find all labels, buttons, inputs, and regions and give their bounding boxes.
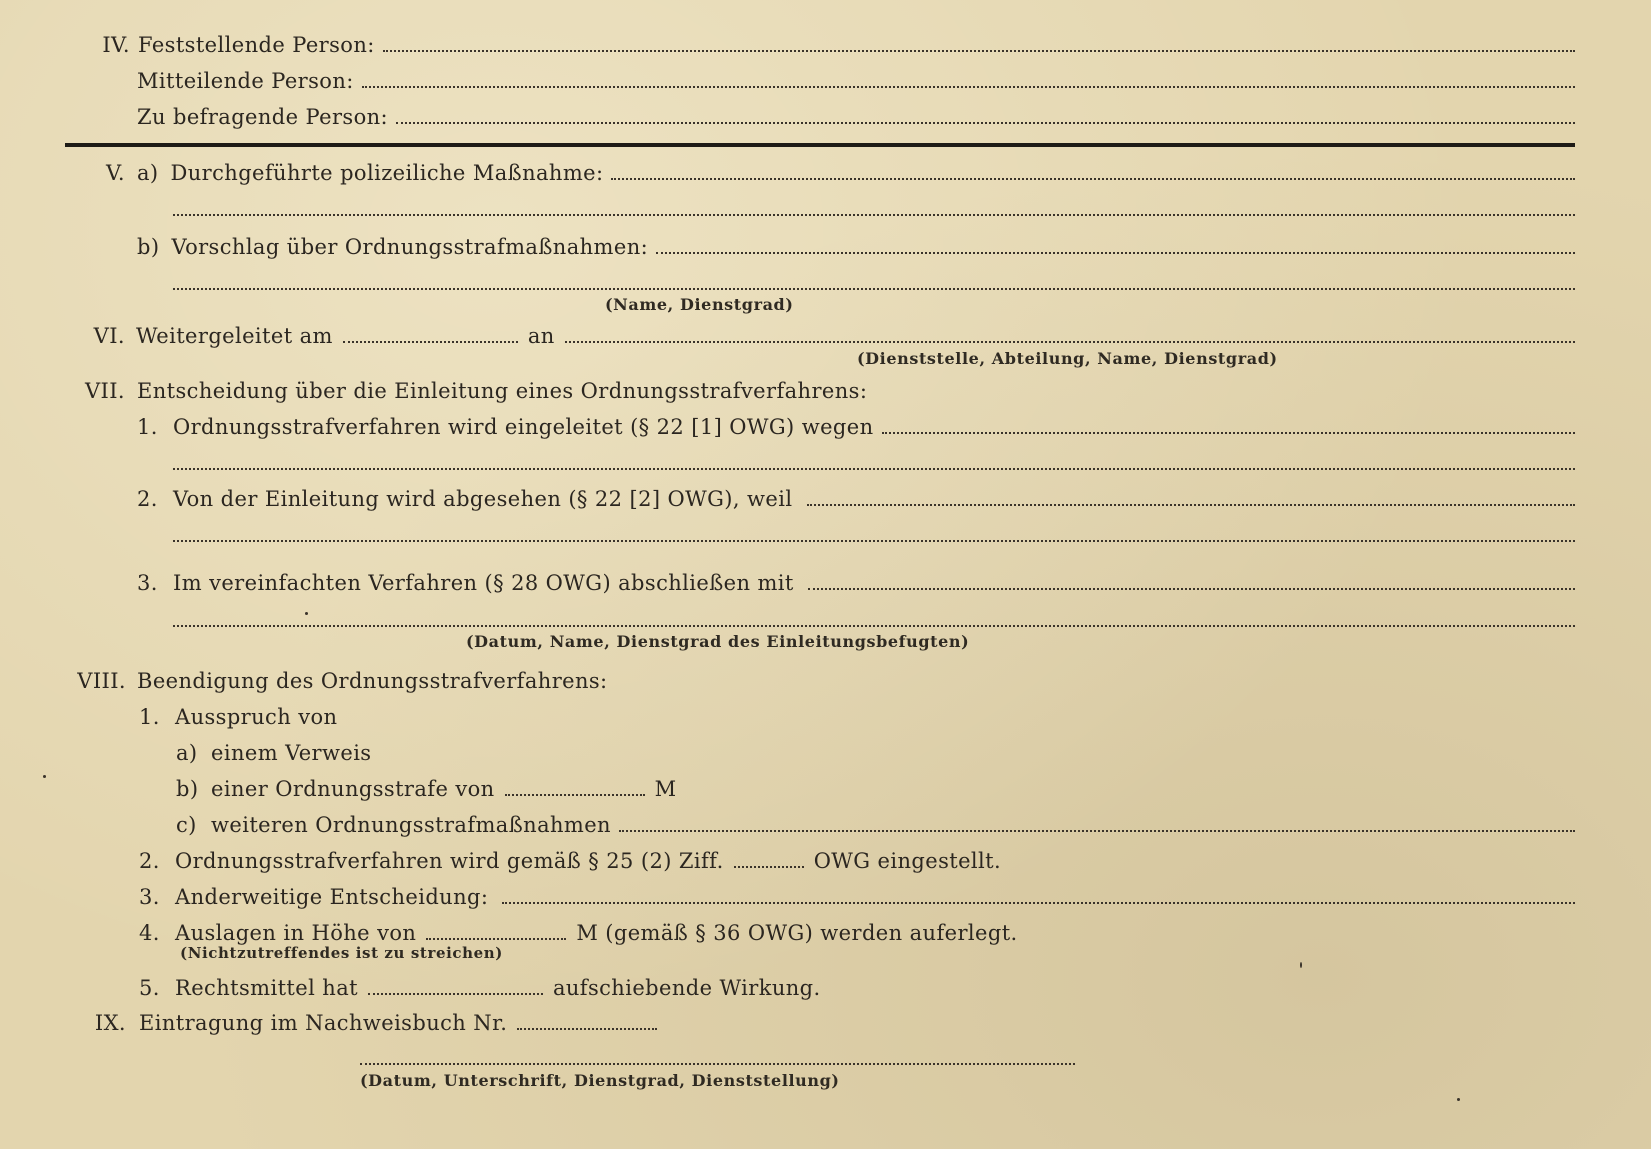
section-ix-numeral: IX. <box>94 1011 126 1035</box>
row-auslagen <box>139 920 1575 946</box>
anderweitige-entscheidung-field[interactable] <box>502 902 1575 904</box>
row-section-vii-heading <box>80 378 1575 404</box>
row-mitteilende-person <box>137 68 1575 94</box>
massnahme-field-line-2[interactable] <box>173 214 1575 216</box>
paper-speck <box>43 775 46 778</box>
abgesehen-label: Von der Einleitung wird abgesehen (§ 22 [2] OWG), weil <box>173 487 793 511</box>
vii-item-3-number: 3. <box>137 571 158 595</box>
section-viii-numeral: VIII. <box>77 669 126 693</box>
row-eingestellt <box>139 848 1575 874</box>
row-rechtsmittel <box>139 975 1575 1001</box>
ordnungsstrafe-label: einer Ordnungsstrafe von <box>211 777 495 801</box>
row-abgesehen <box>137 486 1575 512</box>
ordnungsstrafe-unit: M <box>654 777 677 801</box>
nichtzutreffendes-caption: (Nichtzutreffendes ist zu streichen) <box>180 944 503 962</box>
feststellende-person-label: Feststellende Person: <box>138 33 375 57</box>
weitergeleitet-label: Weitergeleitet am <box>136 324 333 348</box>
row-nachweisbuch <box>80 1010 1575 1036</box>
vorschlag-label: Vorschlag über Ordnungsstrafmaßnahmen: <box>171 235 649 259</box>
massnahme-label: Durchgeführte polizeiliche Maßnahme: <box>170 161 604 185</box>
mitteilende-person-field[interactable] <box>362 86 1575 88</box>
rechtsmittel-label: Rechtsmittel hat <box>175 976 358 1000</box>
name-dienstgrad-caption: (Name, Dienstgrad) <box>605 295 794 314</box>
feststellende-person-field[interactable] <box>383 50 1575 52</box>
section-v-b-marker: b) <box>137 235 160 259</box>
weitergeleitet-date-field[interactable] <box>343 341 518 343</box>
nachweisbuch-label: Eintragung im Nachweisbuch Nr. <box>139 1011 508 1035</box>
abgesehen-field-line-2[interactable] <box>173 540 1575 542</box>
vereinfacht-label: Im vereinfachten Verfahren (§ 28 OWG) abschließen mit <box>173 571 794 595</box>
ausspruch-label: Ausspruch von <box>175 705 338 729</box>
an-label: an <box>527 324 555 348</box>
row-weitere-massnahmen <box>176 812 1575 838</box>
unterschrift-caption: (Datum, Unterschrift, Dienstgrad, Dienststellung) <box>360 1071 840 1090</box>
viii-item-3-number: 3. <box>139 885 160 909</box>
auslagen-label: Auslagen in Höhe von <box>175 921 417 945</box>
mitteilende-person-label: Mitteilende Person: <box>137 69 354 93</box>
rechtsmittel-suffix: aufschiebende Wirkung. <box>552 976 821 1000</box>
viii-item-2-number: 2. <box>139 849 160 873</box>
paper-speck <box>1457 1098 1460 1101</box>
viii-a-marker: a) <box>176 741 198 765</box>
massnahme-field[interactable] <box>611 178 1575 180</box>
eingestellt-label: Ordnungsstrafverfahren wird gemäß § 25 (2) Ziff. <box>175 849 724 873</box>
zu-befragende-person-label: Zu befragende Person: <box>137 105 389 129</box>
ziffer-field[interactable] <box>734 866 804 868</box>
section-vii-numeral: VII. <box>84 379 125 403</box>
einleitungsbefugter-caption: (Datum, Name, Dienstgrad des Einleitungsbefugten) <box>466 632 970 651</box>
row-feststellende-person <box>80 32 1575 58</box>
vii-item-2-number: 2. <box>137 487 158 511</box>
rechtsmittel-field[interactable] <box>368 993 543 995</box>
weitergeleitet-an-field[interactable] <box>565 341 1575 343</box>
dienststelle-caption: (Dienststelle, Abteilung, Name, Dienstgrad) <box>857 349 1278 368</box>
row-ausspruch <box>139 704 1575 730</box>
verweis-label: einem Verweis <box>211 741 372 765</box>
row-anderweitige-entscheidung <box>139 884 1575 910</box>
row-ordnungsstrafe <box>176 776 1575 802</box>
anderweitige-entscheidung-label: Anderweitige Entscheidung: <box>175 885 489 909</box>
zu-befragende-person-field[interactable] <box>396 122 1575 124</box>
vereinfacht-field-line-2[interactable] <box>173 625 1575 627</box>
weitere-massnahmen-label: weiteren Ordnungsstrafmaßnahmen <box>211 813 611 837</box>
viii-item-5-number: 5. <box>139 976 160 1000</box>
auslagen-suffix: M (gemäß § 36 OWG) werden auferlegt. <box>576 921 1018 945</box>
row-weitergeleitet <box>80 323 1575 349</box>
nachweisbuch-nr-field[interactable] <box>517 1028 657 1030</box>
row-zu-befragende-person <box>137 104 1575 130</box>
weitere-massnahmen-field[interactable] <box>619 830 1575 832</box>
signature-field[interactable] <box>360 1063 1075 1065</box>
abgesehen-field[interactable] <box>807 504 1576 506</box>
paper-speck <box>1300 962 1302 968</box>
eingeleitet-field[interactable] <box>882 432 1575 434</box>
vorschlag-field[interactable] <box>656 252 1575 254</box>
ordnungsstrafe-amount-field[interactable] <box>505 794 645 796</box>
row-verweis <box>176 740 1575 766</box>
eingeleitet-label: Ordnungsstrafverfahren wird eingeleitet (§ 22 [1] OWG) wegen <box>173 415 874 439</box>
row-vereinfacht <box>137 570 1575 596</box>
row-vorschlag <box>137 234 1575 260</box>
row-massnahme <box>80 160 1575 186</box>
eingestellt-suffix: OWG eingestellt. <box>813 849 1002 873</box>
viii-item-4-number: 4. <box>139 921 160 945</box>
section-iv-numeral: IV. <box>102 33 130 57</box>
auslagen-amount-field[interactable] <box>426 938 566 940</box>
eingeleitet-field-line-2[interactable] <box>173 468 1575 470</box>
section-v-a-marker: a) <box>137 161 159 185</box>
row-eingeleitet <box>137 414 1575 440</box>
vii-item-1-number: 1. <box>137 415 158 439</box>
section-vi-numeral: VI. <box>93 324 125 348</box>
viii-b-marker: b) <box>176 777 199 801</box>
vorschlag-field-line-2[interactable] <box>173 288 1575 290</box>
section-vii-heading: Entscheidung über die Einleitung eines Ordnungsstrafverfahrens: <box>137 379 868 403</box>
viii-c-marker: c) <box>176 813 197 837</box>
viii-item-1-number: 1. <box>139 705 160 729</box>
paper-speck <box>305 612 308 615</box>
vereinfacht-field[interactable] <box>808 588 1575 590</box>
section-v-numeral: V. <box>106 161 125 185</box>
row-section-viii-heading <box>70 668 1575 694</box>
section-divider <box>65 143 1575 147</box>
section-viii-heading: Beendigung des Ordnungsstrafverfahrens: <box>137 669 608 693</box>
